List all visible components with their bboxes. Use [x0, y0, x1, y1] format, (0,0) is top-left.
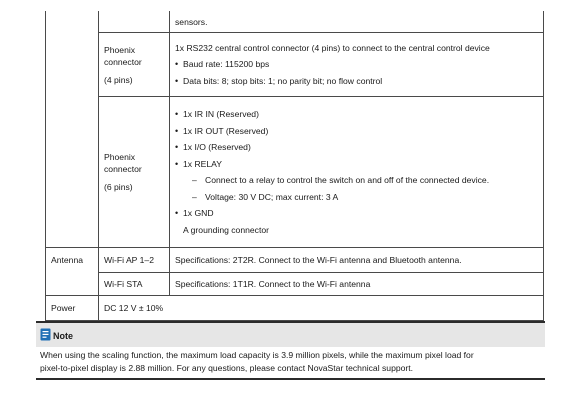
bullet-icon [175, 126, 183, 136]
note-title: Note [53, 331, 73, 341]
desc-line: A grounding connector [183, 224, 270, 235]
note-icon [40, 328, 51, 341]
bullet-icon [175, 142, 183, 152]
table-row [46, 11, 544, 33]
bullet-item [175, 156, 538, 173]
note-header [36, 321, 545, 347]
bullet-item [175, 123, 538, 140]
power-label: Power [51, 303, 76, 313]
note-body [40, 349, 545, 374]
port-desc: Specifications: 2T2R. Connect to the Wi-Fi antenna and Bluetooth antenna. [175, 255, 462, 265]
antenna-label: Antenna [51, 255, 84, 266]
bullet-text: Data bits: 8; stop bits: 1; no parity bit; no flow control [183, 75, 383, 86]
bullet-text: 1x RELAY [183, 158, 223, 169]
port-desc: Specifications: 1T1R. Connect to the Wi-Fi antenna [175, 279, 371, 289]
interface-spec-table [45, 11, 544, 321]
bullet-icon [175, 59, 183, 69]
port-name-cell [99, 97, 170, 248]
table-row [46, 248, 544, 273]
port-desc-cell [170, 97, 544, 248]
port-name-cell [99, 273, 170, 296]
bullet-text: 1x GND [183, 208, 214, 218]
table-row [46, 97, 544, 248]
table-cell [46, 33, 99, 97]
port-name-line: connector [104, 164, 142, 174]
port-desc-cell [170, 33, 544, 97]
group-label-cell [46, 248, 99, 273]
bullet-item [175, 73, 538, 90]
dash-item: – Connect to a relay to control the switch on and off of the connected device. [175, 172, 538, 189]
bullet-icon [175, 159, 183, 169]
table-cell [46, 11, 99, 33]
bullet-item [175, 106, 538, 123]
port-name: Wi-Fi AP 1–2 [104, 255, 154, 265]
port-name-line: connector [104, 56, 142, 67]
table-row [46, 33, 544, 97]
power-value: DC 12 V ± 10% [104, 303, 164, 313]
table-cell [170, 11, 544, 33]
table-cell [46, 273, 99, 296]
port-name-line: (6 pins) [104, 182, 133, 192]
bullet-item [175, 205, 538, 222]
port-name: Wi-Fi STA [104, 279, 143, 289]
note-divider [36, 378, 545, 380]
table-cell [99, 11, 170, 33]
desc-line: 1x RS232 central control connector (4 pins) to connect to the central control device [175, 42, 490, 53]
port-name-cell [99, 248, 170, 273]
bullet-text: Baud rate: 115200 bps [183, 59, 270, 70]
port-name-line: (4 pins) [104, 74, 133, 85]
table-cell [46, 97, 99, 248]
bullet-item [175, 56, 538, 73]
bullet-icon [175, 76, 183, 86]
port-name-line: Phoenix [104, 152, 136, 162]
bullet-text: 1x I/O (Reserved) [183, 142, 251, 152]
bullet-item [175, 139, 538, 156]
group-label-cell [46, 296, 99, 321]
port-desc-cell [170, 273, 544, 296]
port-name-cell [99, 33, 170, 97]
port-name-line: Phoenix [104, 44, 136, 55]
dash-item: – Voltage: 30 V DC; max current: 3 A [175, 189, 538, 206]
bullet-text: 1x IR IN (Reserved) [183, 109, 259, 119]
bullet-text: 1x IR OUT (Reserved) [183, 125, 269, 136]
bullet-icon [175, 208, 183, 218]
table-row [46, 273, 544, 296]
sensors-tail-text: sensors. [175, 16, 208, 27]
table-row [46, 296, 544, 321]
power-value-cell [99, 296, 544, 321]
note-line: pixel-to-pixel display is 2.88 million. For any questions, please contact NovaStar technical support. [40, 362, 414, 373]
note-line: When using the scaling function, the maximum load capacity is 3.9 million pixels, while the maximum pixel load for [40, 350, 474, 360]
bullet-icon [175, 109, 183, 119]
port-desc-cell [170, 248, 544, 273]
